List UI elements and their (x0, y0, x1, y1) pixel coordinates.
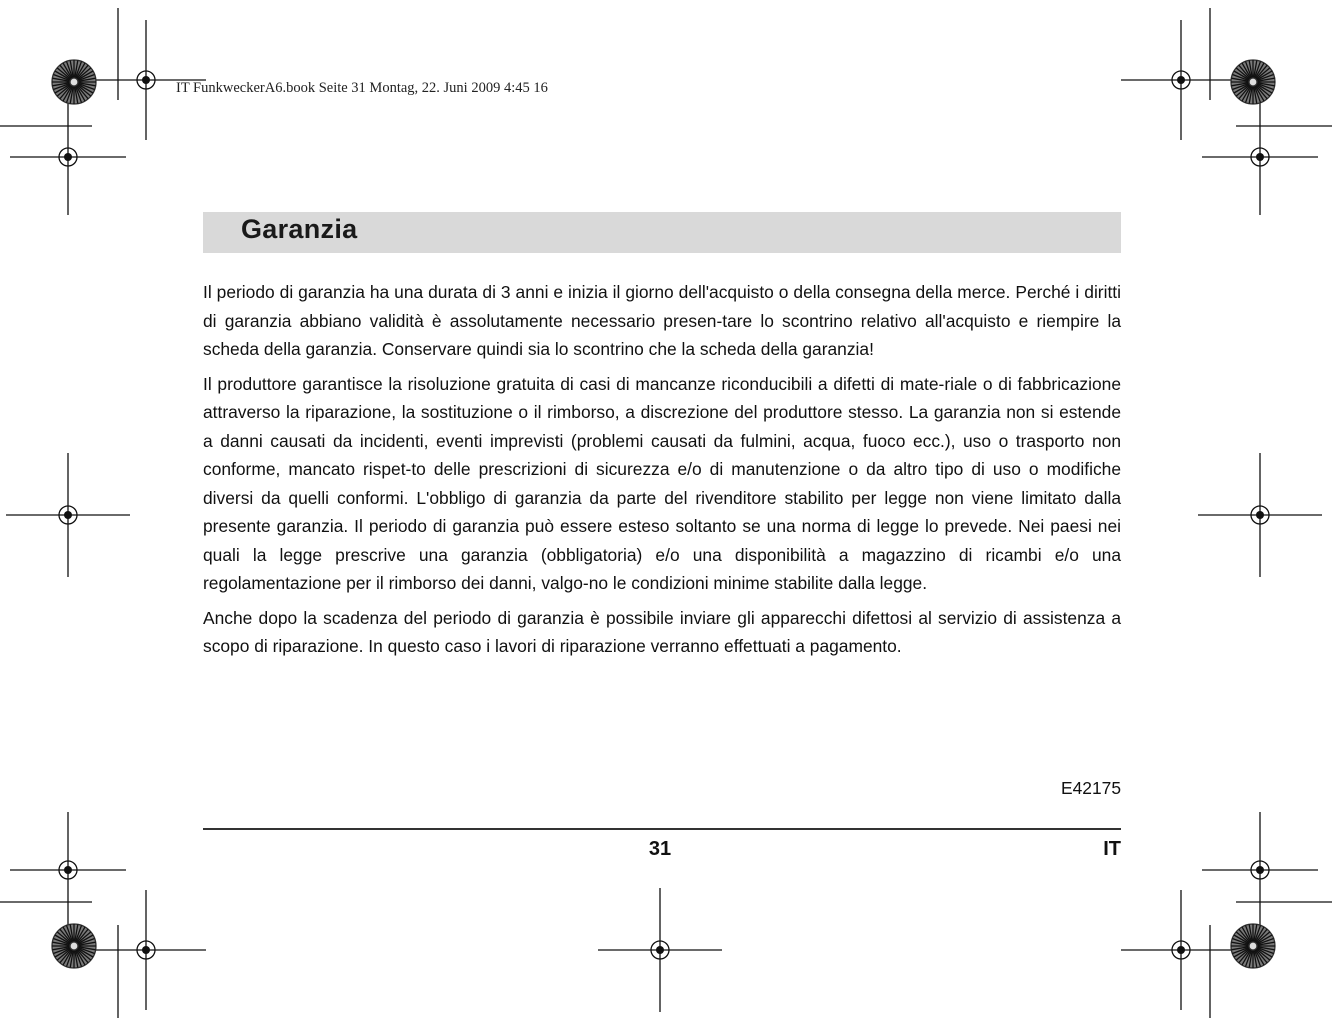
page-number: 31 (648, 838, 672, 860)
file-header: IT FunkweckerA6.book Seite 31 Montag, 22. Juni 2009 4:45 16 (176, 80, 548, 96)
footer-rule (203, 828, 1121, 830)
section-title: Garanzia (241, 214, 358, 244)
paragraph: Il produttore garantisce la risoluzione gratuita di casi di mancanze riconducibili a difetti di mate-riale o di fabbricazione attraverso la riparazione, la sostituzione o il rimborso, a discrezione del produttore stesso. La garanzia non si estende a danni causati da incidenti, eventi imprevisti (problemi causati da fulmini, acqua, fuoco ecc.), uso o trasporto non conforme, mancato rispet-to delle prescrizioni di sicurezza e/o di manutenzione o da altro tipo di uso o modifiche diversi da quelli conformi. L'obbligo di garanzia da parte del rivenditore stabilito per legge non viene limitato dalla presente garanzia. Il periodo di garanzia può essere esteso soltanto se una norma di legge lo prevede. Nei paesi nei quali la legge prescrive una garanzia (obbligatoria) e/o una disponibilità a magazzino di ricambi e/o una regolamentazione per il rimborso dei danni, valgo-no le condizioni minime stabilite dalla legge. (203, 373, 1121, 593)
paragraph: Anche dopo la scadenza del periodo di garanzia è possibile inviare gli apparecchi difettosi al servizio di assistenza a scopo di riparazione. In questo caso i lavori di riparazione verranno effettuati a pagamento. (203, 607, 1121, 656)
body-text (203, 278, 1121, 667)
paragraph: Il periodo di garanzia ha una durata di 3 anni e inizia il giorno dell'acquisto o della consegna della merce. Perché i diritti di garanzia abbiano validità è assolutamente necessario presen-tare lo scontrino relativo all'acquisto e riempire la scheda della garanzia. Conservare quindi sia lo scontrino che la scheda della garanzia! (203, 282, 1121, 359)
section-title-band (203, 212, 1121, 253)
product-code: E42175 (1061, 778, 1121, 798)
language-code: IT (1103, 838, 1121, 860)
